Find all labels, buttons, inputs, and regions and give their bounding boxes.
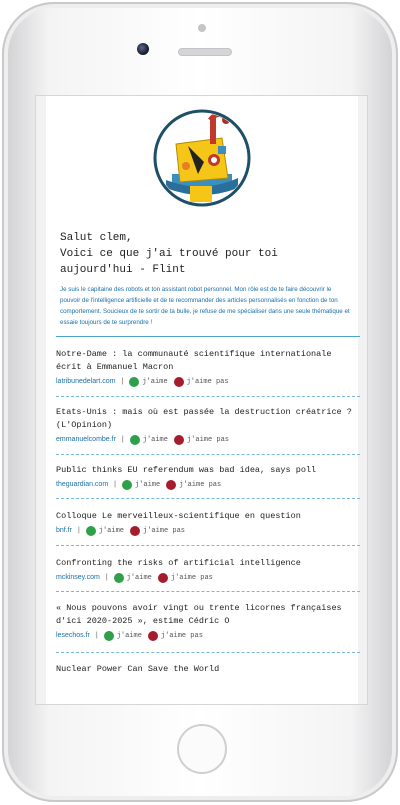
article-meta	[56, 376, 356, 388]
article-item	[56, 348, 356, 388]
dislike-icon[interactable]	[148, 631, 158, 641]
article-divider	[56, 498, 360, 499]
proximity-sensor	[198, 24, 206, 32]
article-meta	[56, 572, 356, 584]
like-icon[interactable]	[130, 435, 140, 445]
greeting-line-3: aujourd'hui - Flint	[60, 264, 186, 276]
email-content	[46, 96, 358, 705]
robot-avatar-icon	[152, 108, 252, 208]
article-source-link[interactable]: bnf.fr	[56, 527, 72, 534]
article-meta	[56, 479, 356, 491]
article-title[interactable]: Nuclear Power Can Save the World	[56, 664, 220, 674]
dislike-button[interactable]: j'aime pas	[170, 574, 213, 582]
dislike-button[interactable]: j'aime pas	[179, 481, 222, 489]
dislike-icon[interactable]	[130, 526, 140, 536]
separator: |	[114, 481, 116, 488]
article-title[interactable]: Colloque Le merveilleux-scientifique en question	[56, 511, 301, 521]
separator: |	[121, 378, 124, 385]
like-button[interactable]: j'aime	[134, 481, 161, 489]
like-button[interactable]: j'aime	[142, 436, 168, 444]
like-button[interactable]: j'aime	[116, 632, 142, 640]
article-title[interactable]: Public thinks EU referendum was bad idea, says poll	[56, 465, 317, 475]
greeting-line-2: Voici ce que j'ai trouvé pour toi	[60, 248, 278, 260]
article-item	[56, 557, 356, 584]
phone-frame	[2, 2, 398, 802]
article-item	[56, 464, 356, 491]
article-title[interactable]: Etats-Unis : mais où est passée la destruction créatrice ? (L'Opinion)	[56, 407, 352, 430]
article-divider	[56, 591, 360, 592]
article-meta	[56, 525, 356, 537]
article-title[interactable]: Confronting the risks of artificial intelligence	[56, 558, 301, 568]
article-source-link[interactable]: latribunedelart.com	[56, 378, 116, 385]
separator: |	[95, 632, 98, 639]
like-icon[interactable]	[104, 631, 114, 641]
dislike-icon[interactable]	[174, 377, 184, 387]
section-divider	[56, 336, 360, 337]
dislike-button[interactable]: j'aime pas	[186, 436, 229, 444]
separator: |	[105, 574, 108, 581]
article-source-link[interactable]: emmanuelcombe.fr	[56, 436, 116, 443]
like-icon[interactable]	[122, 480, 132, 490]
article-divider	[56, 545, 360, 546]
greeting-line-1: Salut clem,	[60, 232, 133, 244]
greeting	[60, 230, 355, 278]
dislike-button[interactable]: j'aime pas	[160, 632, 203, 640]
article-item	[56, 663, 356, 676]
dislike-button[interactable]: j'aime pas	[143, 527, 186, 535]
article-source-link[interactable]: lesechos.fr	[56, 632, 90, 639]
dislike-icon[interactable]	[174, 435, 184, 445]
article-divider	[56, 454, 360, 455]
article-divider	[56, 652, 360, 653]
article-meta	[56, 630, 356, 642]
separator: |	[77, 527, 80, 534]
like-button[interactable]: j'aime	[142, 378, 168, 386]
email-screen	[35, 95, 368, 705]
article-item	[56, 406, 356, 446]
like-icon[interactable]	[129, 377, 139, 387]
separator: |	[121, 436, 124, 443]
article-item	[56, 602, 356, 642]
dislike-icon[interactable]	[158, 573, 168, 583]
like-icon[interactable]	[114, 573, 124, 583]
article-source-link[interactable]: mckinsey.com	[56, 574, 100, 581]
dislike-icon[interactable]	[166, 480, 176, 490]
like-button[interactable]: j'aime	[98, 527, 124, 535]
front-camera	[137, 43, 149, 55]
article-meta	[56, 434, 356, 446]
robot-avatar	[152, 108, 252, 208]
article-title[interactable]: « Nous pouvons avoir vingt ou trente licornes françaises d'ici 2020-2025 », estime Cédric O	[56, 603, 342, 626]
earpiece-speaker	[178, 48, 232, 56]
like-icon[interactable]	[86, 526, 96, 536]
article-divider	[56, 396, 360, 397]
dislike-button[interactable]: j'aime pas	[186, 378, 229, 386]
article-title[interactable]: Notre-Dame : la communauté scientifique internationale écrit à Emmanuel Macron	[56, 349, 332, 372]
like-button[interactable]: j'aime	[126, 574, 152, 582]
assistant-description: Je suis le capitaine des robots et ton assistant robot personnel. Mon rôle est de te faire découvrir le pouvoir de l'intelligence artificielle et de te recommander des articles personnalisés en fonction de ton comportement. Soucieux de te sortir de ta bulle, je refuse de me spécialiser dans une seule thématique et essaie toujours de te surprendre !	[60, 286, 350, 326]
article-item	[56, 510, 356, 537]
article-source-link[interactable]: theguardian.com	[56, 481, 109, 488]
home-button[interactable]	[177, 724, 227, 774]
